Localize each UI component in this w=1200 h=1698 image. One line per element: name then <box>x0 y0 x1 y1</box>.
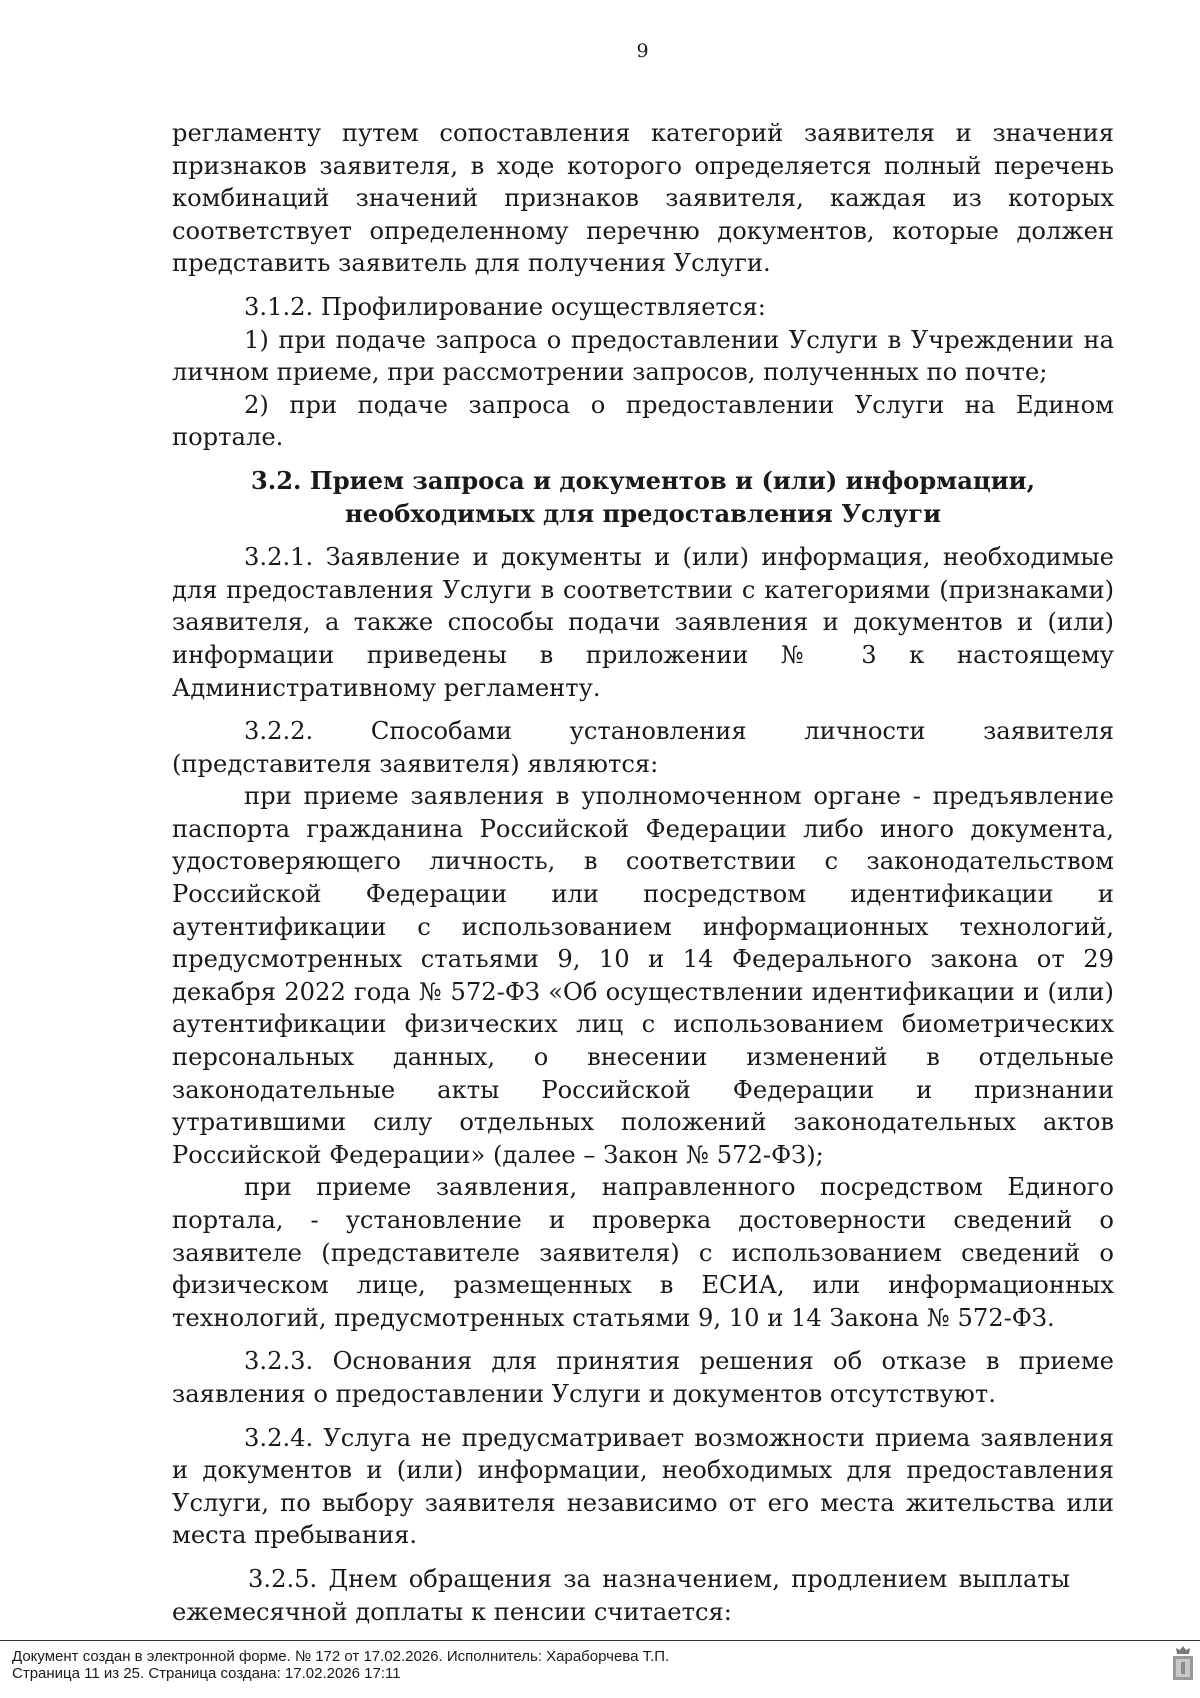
paragraph-3-2-5 <box>172 1563 1070 1628</box>
paragraph-3-1-2: 3.1.2. Профилирование осуществляется: <box>244 292 766 321</box>
page-number: 9 <box>636 40 649 62</box>
paragraph-identification-portal: при приеме заявления, направленного посредством Единого портала, - установление и проверка достоверности сведений о заявителе (представителе заявителя) с использованием сведений о физическом лице, размещенных в ЕСИА, или информационных технологий, предусмотренных статьями 9, 10 и 14 Закона № 572-ФЗ. <box>172 1173 1114 1332</box>
paragraph-continuation: регламенту путем сопоставления категорий заявителя и значения признаков заявителя, в ходе которого определяется полный перечень комбинаций значений признаков заявителя, каждая из которых соответствует определенному перечню документов, которые должен представить заявитель для получения Услуги. <box>172 119 1114 278</box>
paragraph-3-2-2: 3.2.2. Способами установления личности заявителя (представителя заявителя) являются: <box>172 717 1114 778</box>
paragraph-3-2-1: 3.2.1. Заявление и документы и (или) информация, необходимые для предоставления Услуги в соответствии с категориями (признаками) заявителя, а также способы подачи заявления и документов и (или) информации приведены в приложении № 3 к настоящему Административному регламенту. <box>172 543 1114 702</box>
coat-of-arms-icon <box>1172 1644 1194 1682</box>
footer-line-2: Страница 11 из 25. Страница создана: 17.02.2026 17:11 <box>12 1665 401 1682</box>
footer-line-1: Документ создан в электронной форме. № 172 от 17.02.2026. Исполнитель: Хараборчева Т.П. <box>12 1648 670 1665</box>
paragraph-3-2-3: 3.2.3. Основания для принятия решения об отказе в приеме заявления о предоставлении Услуги и документов отсутствуют. <box>172 1347 1114 1408</box>
section-heading-3-2: 3.2. Прием запроса и документов и (или) информации, необходимых для предоставления Услуги <box>250 465 1036 528</box>
paragraph-3-2-5-line1: 3.2.5. Днем обращения за назначением, продлением выплаты <box>248 1564 1070 1593</box>
paragraph-3-2-5-line2: ежемесячной доплаты к пенсии считается: <box>172 1597 732 1626</box>
document-body <box>172 117 1114 1628</box>
paragraph-3-2-4: 3.2.4. Услуга не предусматривает возможности приема заявления и документов и (или) информации, необходимых для предоставления Услуги, по выбору заявителя независимо от его места жительства или места пребывания. <box>172 1423 1114 1550</box>
paragraph-item-2: 2) при подаче запроса о предоставлении Услуги на Едином портале. <box>172 390 1114 452</box>
paragraph-item-1: 1) при подаче запроса о предоставлении Услуги в Учреждении на личном приеме, при рассмотрении запросов, полученных по почте; <box>172 325 1114 387</box>
paragraph-identification-office: при приеме заявления в уполномоченном органе - предъявление паспорта гражданина Российской Федерации либо иного документа, удостоверяющего личность, в соответствии с законодательством Российской Федерации или посредством идентификации и аутентификации с использованием информационных технологий, предусмотренных статьями 9, 10 и 14 Федерального закона от 29 декабря 2022 года № 572-ФЗ «Об осуществлении идентификации и (или) аутентификации физических лиц с использованием биометрических персональных данных, о внесении изменений в отдельные законодательные акты Российской Федерации и признании утратившими силу отдельных положений законодательных актов Российской Федерации» (далее – Закон № 572-ФЗ); <box>172 782 1114 1169</box>
document-footer <box>12 1648 669 1682</box>
footer-divider <box>0 1640 1200 1641</box>
